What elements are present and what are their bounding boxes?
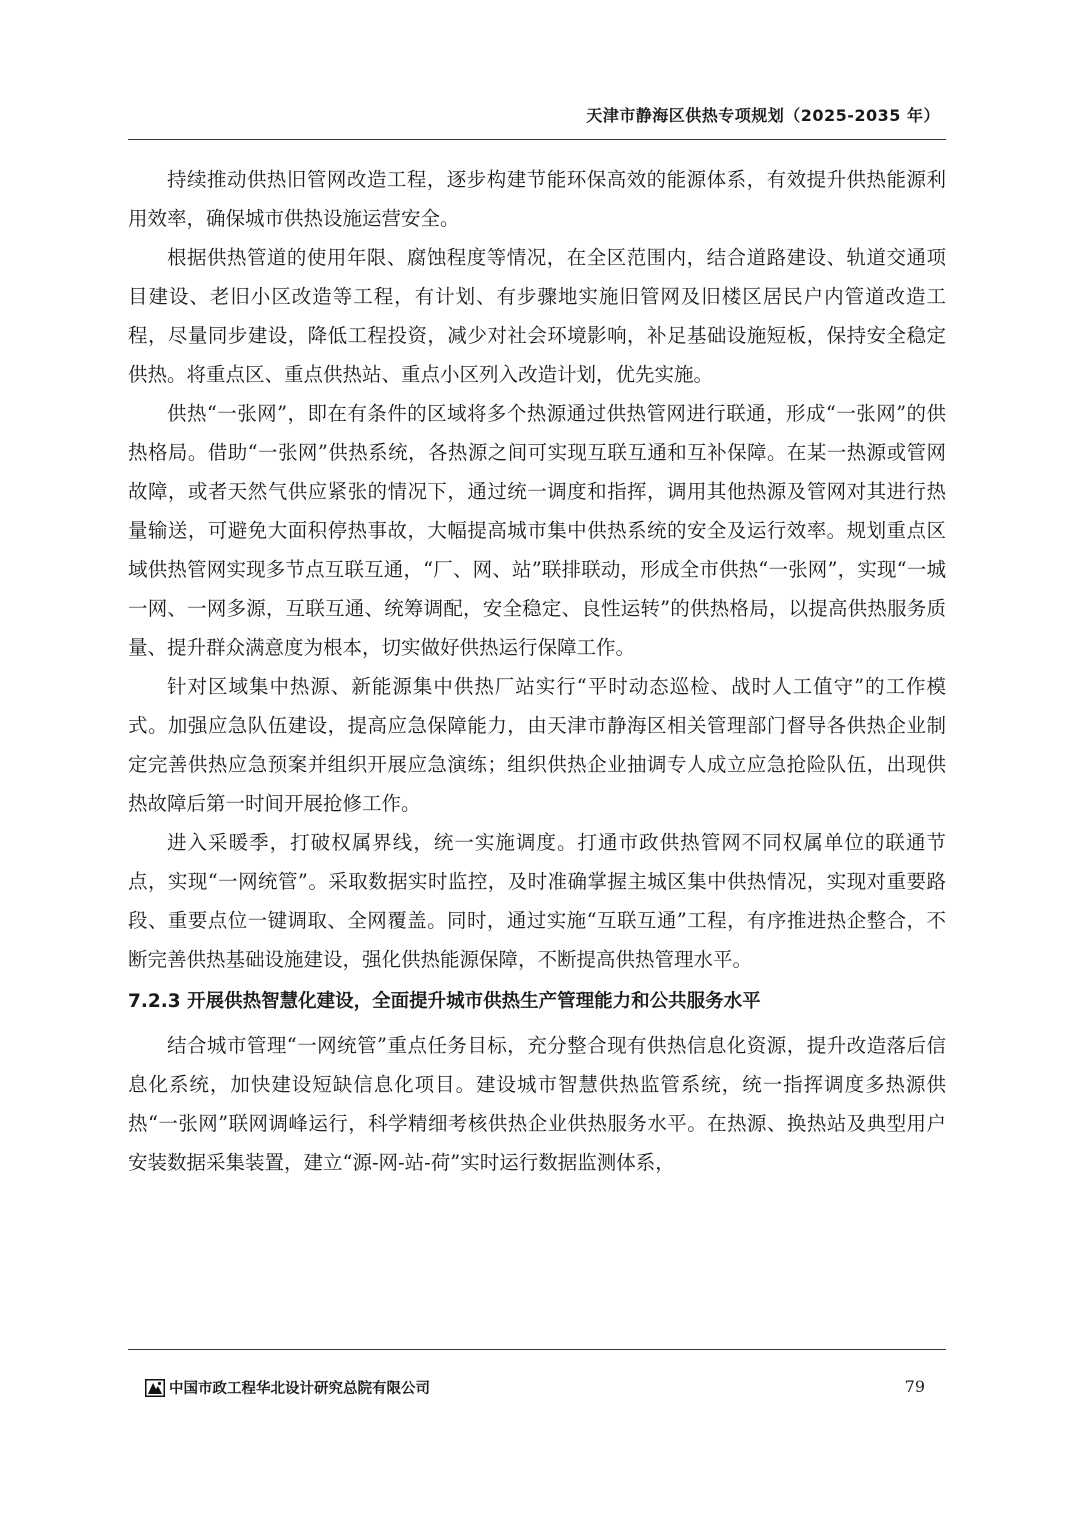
page-number: 79 <box>904 1377 925 1396</box>
footer-rule <box>128 1349 946 1350</box>
paragraph: 供热“一张网”，即在有条件的区域将多个热源通过供热管网进行联通，形成“一张网”的供热格局。借助“一张网”供热系统，各热源之间可实现互联互通和互补保障。在某一热源或管网故障，或者天然气供应紧张的情况下，通过统一调度和指挥，调用其他热源及管网对其进行热量输送，可避免大面积停热事故，大幅提高城市集中供热系统的安全及运行效率。规划重点区域供热管网实现多节点互联互通，“厂、网、站”联排联动，形成全市供热“一张网”，实现“一城一网、一网多源，互联互通、统筹调配，安全稳定、良性运转”的供热格局，以提高供热服务质量、提升群众满意度为根本，切实做好供热运行保障工作。 <box>128 402 946 659</box>
paragraph: 持续推动供热旧管网改造工程，逐步构建节能环保高效的能源体系，有效提升供热能源利用效率，确保城市供热设施运营安全。 <box>128 168 946 230</box>
section-heading: 7.2.3 开展供热智慧化建设，全面提升城市供热生产管理能力和公共服务水平 <box>128 991 761 1012</box>
paragraph: 根据供热管道的使用年限、腐蚀程度等情况，在全区范围内，结合道路建设、轨道交通项目建设、老旧小区改造等工程，有计划、有步骤地实施旧管网及旧楼区居民户内管道改造工程，尽量同步建设，降低工程投资，减少对社会环境影响，补足基础设施短板，保持安全稳定供热。将重点区、重点供热站、重点小区列入改造计划，优先实施。 <box>128 246 946 386</box>
paragraph: 针对区域集中热源、新能源集中供热厂站实行“平时动态巡检、战时人工值守”的工作模式。加强应急队伍建设，提高应急保障能力，由天津市静海区相关管理部门督导各供热企业制定完善供热应急预案并组织开展应急演练；组织供热企业抽调专人成立应急抢险队伍，出现供热故障后第一时间开展抢修工作。 <box>128 675 946 815</box>
page-content <box>128 160 946 1182</box>
paragraph: 进入采暖季，打破权属界线，统一实施调度。打通市政供热管网不同权属单位的联通节点，实现“一网统管”。采取数据实时监控，及时准确掌握主城区集中供热情况，实现对重要路段、重要点位一键调取、全网覆盖。同时，通过实施“互联互通”工程，有序推进热企整合，不断完善供热基础设施建设，强化供热能源保障，不断提高供热管理水平。 <box>128 831 946 971</box>
company-name: 中国市政工程华北设计研究总院有限公司 <box>169 1381 430 1397</box>
company-logo-icon <box>145 1379 165 1397</box>
page-footer <box>145 1377 925 1401</box>
paragraph: 结合城市管理“一网统管”重点任务目标，充分整合现有供热信息化资源，提升改造落后信息化系统，加快建设短缺信息化项目。建设城市智慧供热监管系统，统一指挥调度多热源供热“一张网”联网调峰运行，科学精细考核供热企业供热服务水平。在热源、换热站及典型用户安装数据采集装置，建立“源-网-站-荷”实时运行数据监测体系， <box>128 1034 946 1174</box>
header-rule <box>128 139 946 140</box>
running-header-title: 天津市静海区供热专项规划（2025-2035 年） <box>586 106 940 125</box>
